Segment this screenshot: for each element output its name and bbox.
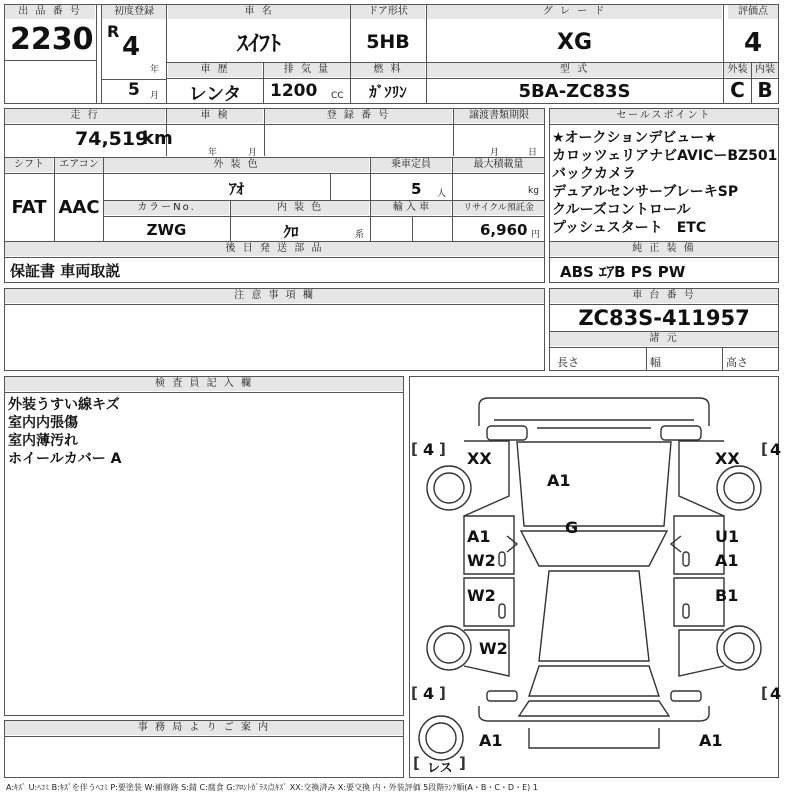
recycle-unit: 円 [531, 230, 541, 240]
model-header: 型 式 [427, 63, 722, 77]
inspector-notes [8, 396, 398, 468]
mark-front-left: XX [467, 449, 492, 468]
mark-rear-right: A1 [699, 731, 723, 750]
sales-point: バックカメラ [552, 166, 636, 182]
first-reg-month: 5 [128, 80, 140, 100]
svg-text:[: [ [761, 684, 768, 702]
svg-text:]: ] [439, 440, 446, 458]
door-type: 5HB [366, 31, 410, 53]
width-label: 幅 [650, 356, 661, 369]
sales-point: クルーズコントロール [552, 202, 691, 218]
sales-point: ★オークションデビュー★ [552, 130, 717, 146]
registration-header: 登 録 番 号 [265, 109, 452, 123]
score: 4 [743, 28, 763, 58]
mark-door-fr-b: A1 [715, 551, 739, 570]
lot-number-header: 出 品 番 号 [5, 5, 95, 19]
interior-color-unit: 系 [355, 230, 365, 240]
grade-header: グ レ ー ド [427, 5, 722, 19]
displacement-unit: CC [331, 91, 344, 101]
tire-depth-fl: 4 [423, 440, 435, 459]
load-unit: kg [528, 186, 539, 196]
capacity-header: 乗車定員 [371, 158, 451, 172]
sales-points-header: セールスポイント [550, 109, 778, 123]
color-no: ZWG [146, 221, 187, 239]
inspection-year-unit: 年 [208, 148, 218, 158]
year-unit: 年 [150, 65, 160, 75]
car-name: ｽｲﾌﾄ [236, 32, 281, 57]
model: 5BA-ZC83S [518, 81, 631, 102]
mark-door-rl: W2 [467, 586, 496, 605]
later-parts: 保証書 車両取説 [10, 262, 121, 280]
office-header: 事 務 局 よ り ご 案 内 [5, 721, 403, 735]
mark-door-rr: B1 [715, 586, 739, 605]
chassis-header: 車 台 番 号 [550, 289, 778, 303]
svg-text:[: [ [761, 440, 768, 458]
inspector-note: 外装うすい線キズ [8, 397, 120, 413]
color-no-header: カラーNo. [104, 201, 229, 215]
equipment-header: 純 正 装 備 [550, 242, 778, 256]
tire-depth-fr: 4 [770, 440, 782, 459]
mileage: 74,519 [75, 128, 149, 150]
inspector-note: 室内内張傷 [8, 415, 78, 431]
inspector-note: ホイールカバー A [8, 451, 122, 467]
lot-number: 2230 [10, 22, 94, 57]
first-reg-header: 初度登録 [102, 5, 166, 19]
sales-points-list [552, 129, 778, 237]
capacity: 5 [411, 180, 422, 198]
mark-door-fl-a: A1 [467, 527, 491, 546]
spare-tire-label: レス [427, 761, 453, 776]
transfer-deadline-header: 譲渡書類期限 [454, 109, 544, 123]
shift: FAT [11, 197, 47, 218]
svg-text:[: [ [411, 440, 418, 458]
legend: A:ｷｽﾞ U:ﾍｺﾐ B:ｷｽﾞを伴うﾍｺﾐ P:要塗装 W:補修跡 S:錆 C:腐食 G:ﾌﾛﾝﾄｶﾞﾗｽ点ｷｽﾞ XX:交換済み X:要交換 内・外装評価 5段階ﾗﾝｸ順(A・B・C・D・E) 1 [6, 783, 538, 792]
inspector-note: 室内薄汚れ [8, 433, 78, 449]
inspector-header: 検 査 員 記 入 欄 [5, 377, 403, 391]
mark-windshield: G [565, 518, 579, 537]
sales-point: デュアルセンサーブレーキSP [552, 184, 739, 200]
history: レンタ [188, 84, 242, 105]
mark-hood: A1 [547, 471, 571, 490]
recycle-fee: 6,960 [480, 221, 528, 239]
color: ｱｵ [228, 180, 244, 198]
history-header: 車 歴 [168, 63, 262, 77]
car-diagram [409, 376, 782, 778]
era: R [107, 22, 120, 41]
sales-point: カロッツェリアナビAVICーBZ501 [552, 148, 778, 164]
displacement-header: 排 気 量 [264, 63, 350, 77]
chassis-number: ZC83S-411957 [578, 306, 750, 330]
fuel-header: 燃 料 [351, 63, 425, 77]
fuel: ｶﾞｿﾘﾝ [369, 83, 407, 101]
interior-color-header: 内 装 色 [231, 201, 369, 215]
color-header: 外 装 色 [104, 158, 369, 172]
month-unit: 月 [150, 91, 160, 101]
transfer-month-unit: 月 [490, 148, 500, 158]
tire-depth-rl: 4 [423, 684, 435, 703]
mark-front-right: XX [715, 449, 740, 468]
svg-text:]: ] [439, 684, 446, 702]
ac-header: エアコン [55, 158, 103, 172]
recycle-header: リサイクル預託金 [453, 201, 544, 215]
exterior-grade: C [730, 78, 745, 102]
shift-header: シフト [5, 158, 53, 172]
ac: AAC [58, 197, 100, 218]
interior-header: 内装 [752, 63, 778, 77]
caution-header: 注 意 事 項 欄 [5, 289, 544, 303]
displacement: 1200 [270, 81, 318, 101]
equipment: ABS ｴｱB PS PW [560, 263, 686, 281]
svg-text:]: ] [459, 754, 466, 772]
capacity-unit: 人 [437, 189, 447, 199]
later-parts-header: 後 日 発 送 部 品 [5, 242, 544, 256]
first-reg-year: 4 [122, 32, 141, 62]
mileage-header: 走 行 [5, 109, 165, 123]
sales-point: プッシュスタート ETC [552, 220, 707, 236]
interior-grade: B [757, 78, 773, 102]
car-name-header: 車 名 [168, 5, 350, 19]
tire-depth-rr: 4 [770, 684, 782, 703]
score-header: 評価点 [728, 5, 778, 19]
grade: XG [556, 30, 593, 55]
mileage-unit: km [142, 128, 173, 149]
inspection-header: 車 検 [167, 109, 263, 123]
svg-text:[: [ [411, 684, 418, 702]
transfer-day-unit: 日 [528, 148, 538, 158]
interior-color: ｸﾛ [283, 223, 299, 241]
door-header: ドア形状 [351, 5, 425, 19]
dimensions-header: 諸 元 [550, 332, 778, 346]
mark-door-fl-b: W2 [467, 551, 496, 570]
exterior-header: 外装 [724, 63, 751, 77]
svg-text:[: [ [413, 754, 420, 772]
length-label: 長さ [557, 356, 579, 369]
mark-door-fr-a: U1 [715, 527, 740, 546]
mark-quarter-rl: W2 [479, 639, 508, 658]
load-header: 最大積載量 [453, 158, 544, 172]
height-label: 高さ [726, 356, 748, 369]
inspection-month-unit: 月 [248, 148, 258, 158]
mark-rear-left: A1 [479, 731, 503, 750]
import-header: 輸 入 車 [371, 201, 451, 215]
